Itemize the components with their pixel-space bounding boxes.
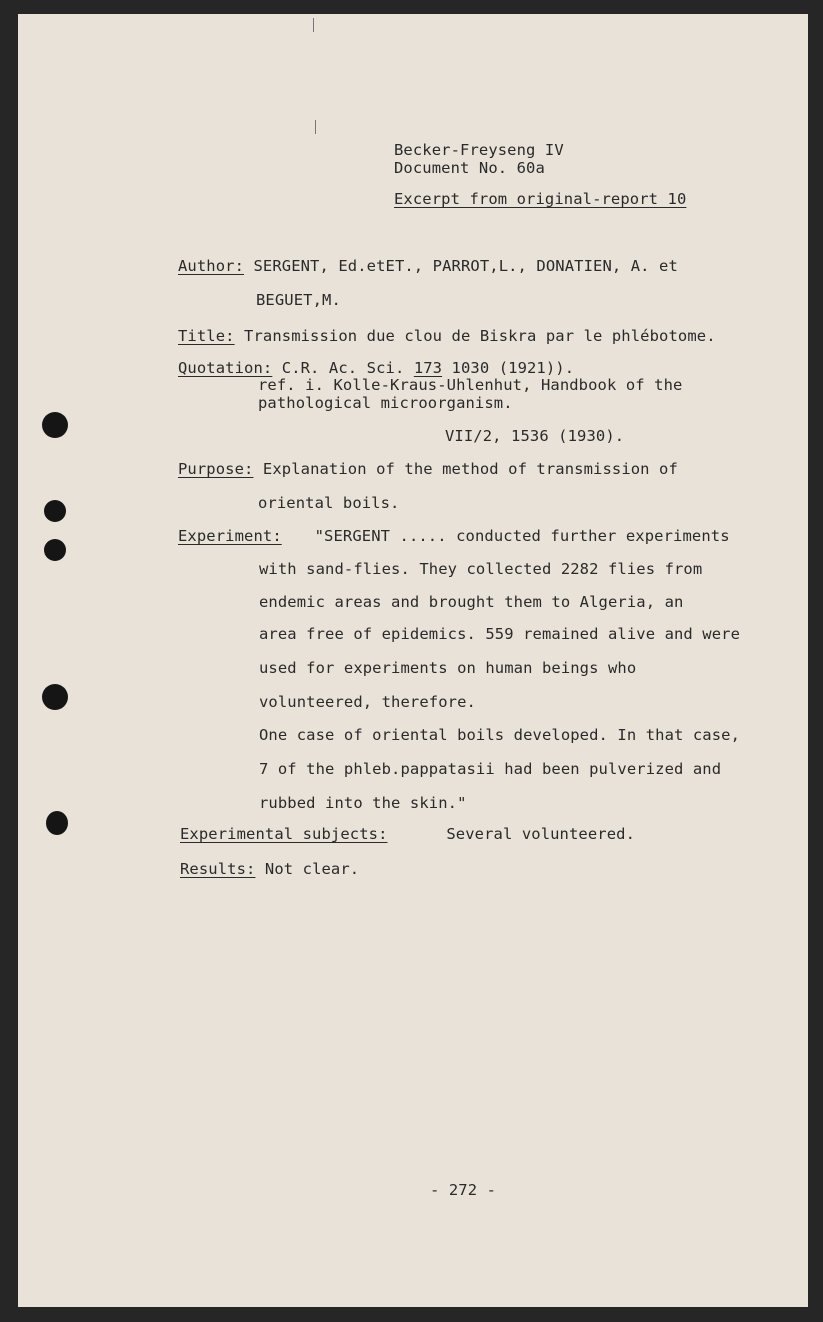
results-label: Results: <box>180 860 256 878</box>
subjects-label: Experimental subjects: <box>180 825 388 843</box>
title-text: Transmission due clou de Biskra par le phlébotome. <box>244 327 716 345</box>
quotation-text-pre: C.R. Ac. Sci. <box>281 359 414 377</box>
quotation-label: Quotation: <box>178 359 273 377</box>
experiment-text-4: area free of epidemics. 559 remained alive and were <box>259 625 741 643</box>
results-row <box>180 860 359 878</box>
punch-hole <box>46 811 68 835</box>
quotation-ref-line-2: pathological microorganism. <box>258 394 513 412</box>
purpose-row <box>178 460 678 478</box>
subjects-text: Several volunteered. <box>446 825 636 843</box>
quotation-ref-line: ref. i. Kolle-Kraus-Uhlenhut, Handbook of the <box>258 376 683 394</box>
punch-hole <box>42 412 68 438</box>
results-text: Not clear. <box>264 860 360 878</box>
paper-mark <box>313 18 314 32</box>
experiment-text-9: rubbed into the skin." <box>259 794 467 812</box>
page-number: - 272 - <box>430 1181 497 1199</box>
title-row <box>178 327 716 345</box>
experiment-text-3: endemic areas and brought them to Algeria, an <box>259 593 684 611</box>
purpose-text-1: Explanation of the method of transmission of <box>262 460 678 478</box>
author-label: Author: <box>178 257 245 275</box>
title-label: Title: <box>178 327 235 345</box>
punch-hole <box>44 539 66 561</box>
purpose-text-2: oriental boils. <box>258 494 400 512</box>
experiment-text-1: "SERGENT ..... conducted further experiments <box>314 527 730 545</box>
paper-mark <box>315 120 316 134</box>
header-line-1: Becker-Freyseng IV <box>394 141 564 159</box>
author-text-2: BEGUET,M. <box>256 291 341 309</box>
punch-hole <box>44 500 66 522</box>
experiment-label: Experiment: <box>178 527 282 545</box>
punch-hole <box>42 684 68 710</box>
experiment-text-5: used for experiments on human beings who <box>259 659 637 677</box>
excerpt-heading: Excerpt from original-report 10 <box>394 190 687 208</box>
purpose-label: Purpose: <box>178 460 254 478</box>
experiment-text-2: with sand-flies. They collected 2282 flies from <box>259 560 703 578</box>
experiment-text-7: One case of oriental boils developed. In that case, <box>259 726 741 744</box>
quotation-text-post: 1030 (1921)). <box>442 359 575 377</box>
document-page <box>18 14 808 1307</box>
subjects-row <box>180 825 635 843</box>
quotation-row <box>178 359 574 377</box>
author-row <box>178 257 678 275</box>
experiment-text-6: volunteered, therefore. <box>259 693 476 711</box>
quotation-ref-line-3: VII/2, 1536 (1930). <box>445 427 625 445</box>
header-line-2: Document No. 60a <box>394 159 545 177</box>
quotation-volume: 173 <box>413 359 443 377</box>
experiment-text-8: 7 of the phleb.pappatasii had been pulverized and <box>259 760 722 778</box>
experiment-row <box>178 527 730 545</box>
author-text-1: SERGENT, Ed.etET., PARROT,L., DONATIEN, A. et <box>253 257 678 275</box>
